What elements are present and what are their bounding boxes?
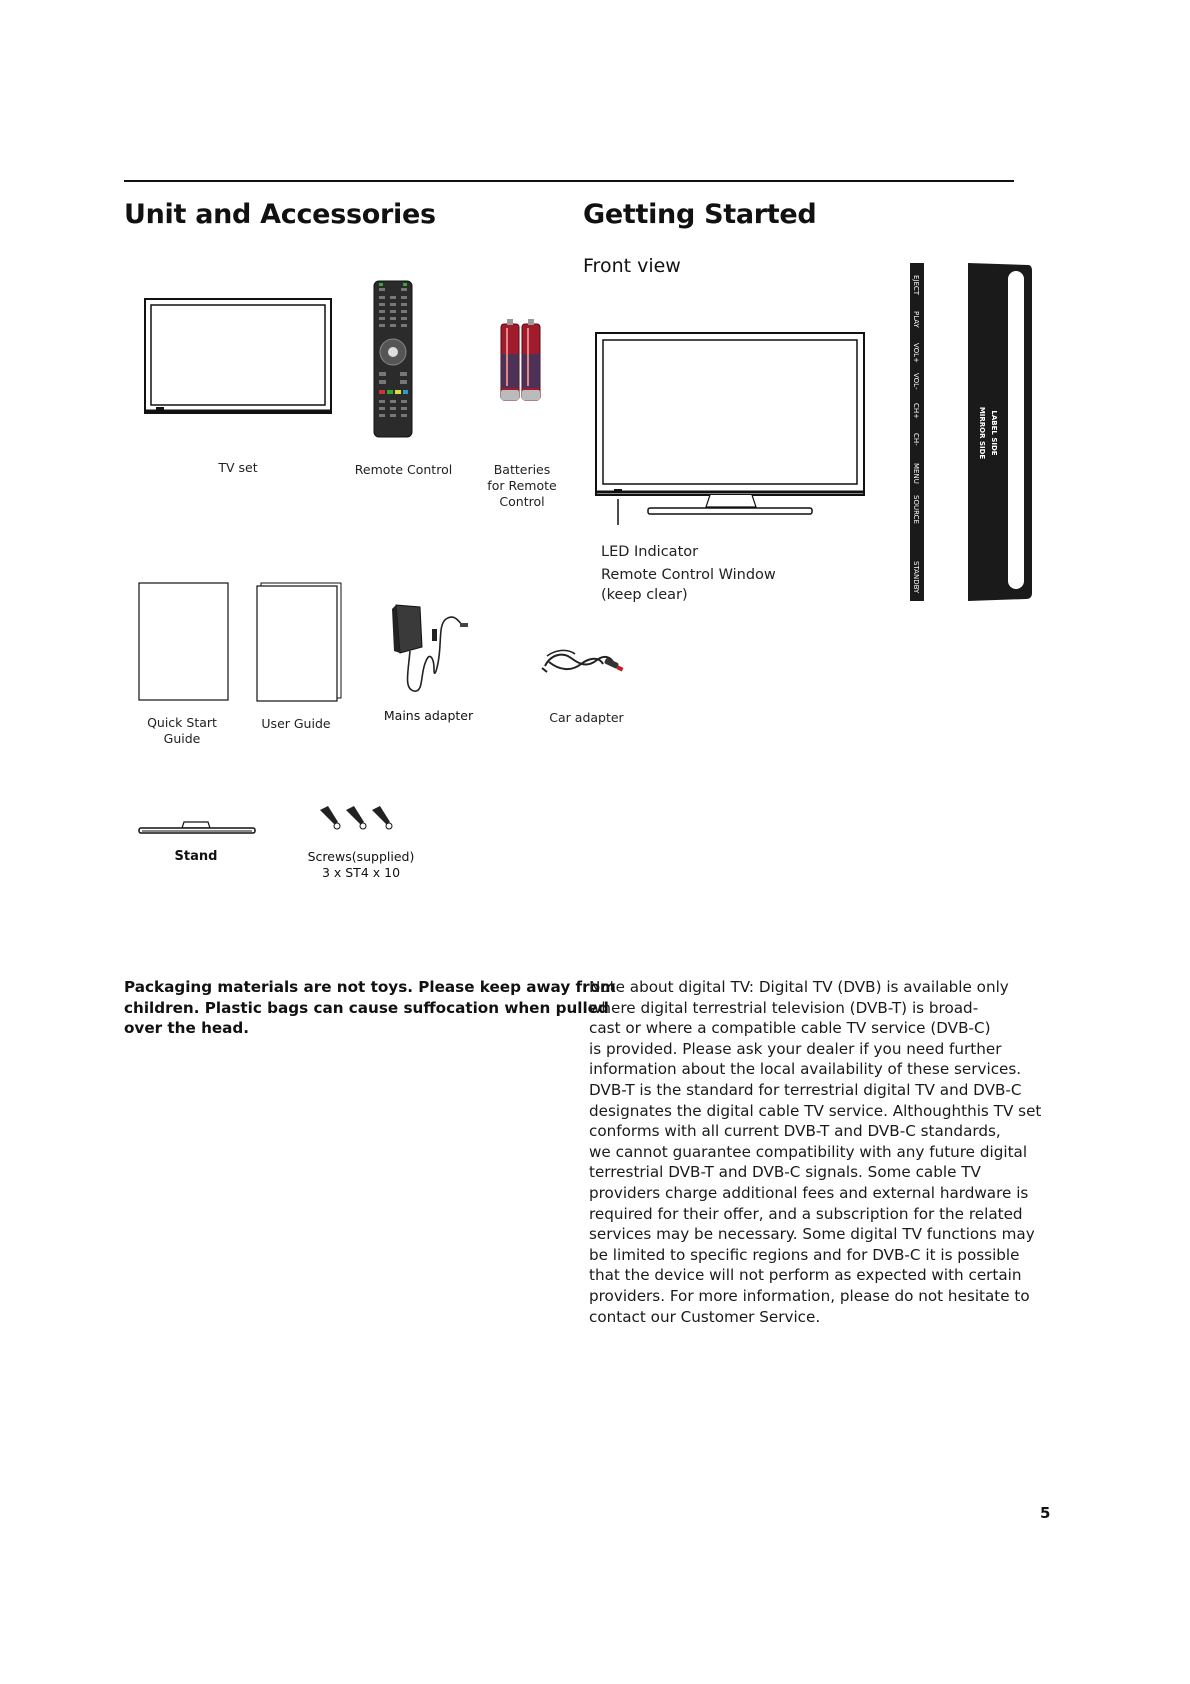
caption-tv-set: TV set (218, 460, 258, 475)
side-button-sourcelabel: SOURCE (912, 495, 920, 524)
front-view-tv-image (594, 331, 866, 525)
note-line: where digital terrestrial television (DVB-T) is broad- (589, 998, 979, 1017)
car-adapter-image (541, 642, 625, 678)
note-line: DVB-T is the standard for terrestrial digital TV and DVB-C (589, 1080, 1022, 1099)
note-line: that the device will not perform as expected with certain (589, 1266, 1022, 1285)
tv-set-image (144, 298, 332, 416)
note-line: Note about digital TV: Digital TV (DVB) is available only (589, 978, 1009, 996)
note-line: conforms with all current DVB-T and DVB-C standards, (589, 1122, 1001, 1141)
side-button-ch-label: CH- (912, 433, 920, 446)
note-line: required for their offer, and a subscription for the related (589, 1204, 1023, 1223)
remote-control-image (373, 280, 413, 438)
top-rule (124, 180, 1014, 182)
screw-2-icon (346, 806, 366, 829)
note-line: designates the digital cable TV service. Althoughthis TV set (589, 1101, 1042, 1120)
side-button-ejectlabel: EJECT (912, 275, 920, 296)
note-line: contact our Customer Service. (589, 1307, 821, 1326)
side-buttons-strip (910, 263, 924, 601)
led-indicator-icon (614, 489, 622, 492)
caption-screws: Screws(supplied) 3 x ST4 x 10 (307, 849, 415, 880)
page-number: 5 (1040, 1504, 1051, 1522)
side-button-standbylabel: STANDBY (912, 561, 920, 594)
label-side-text: LABEL SIDE (990, 410, 998, 456)
caption-batteries: Batteries for Remote Control (487, 462, 557, 509)
screw-3-icon (372, 806, 392, 829)
user-guide-image (256, 582, 342, 702)
heading-front-view: Front view (583, 255, 681, 277)
note-line: information about the local availability of these services. (589, 1060, 1022, 1079)
caption-remote-control: Remote Control (354, 462, 453, 477)
heading-unit-accessories: Unit and Accessories (124, 199, 436, 230)
note-line: services may be necessary. Some digital TV functions may (589, 1225, 1035, 1244)
caption-car-adapter: Car adapter (549, 710, 624, 725)
screw-1-icon (320, 806, 340, 829)
screws-image (320, 806, 398, 832)
caption-user-guide: User Guide (261, 716, 331, 731)
side-button-vol-label: VOL- (912, 373, 920, 390)
packaging-warning: Packaging materials are not toys. Please keep away from children. Plastic bags can cause suffocation when pulled over the head. (124, 978, 616, 1038)
mirror-side-text: MIRROR SIDE (978, 406, 986, 460)
note-line: providers. For more information, please do not hesitate to (589, 1286, 1030, 1305)
caption-mains-adapter: Mains adapter (383, 708, 474, 723)
stand-image (138, 820, 256, 836)
batteries-image (499, 318, 543, 404)
digital-tv-note (589, 977, 1041, 1327)
mains-adapter-image (390, 603, 470, 695)
side-label-panel (968, 263, 1034, 601)
heading-getting-started: Getting Started (583, 199, 817, 230)
note-line: providers charge additional fees and external hardware is (589, 1183, 1029, 1202)
side-button-ch-label: CH+ (912, 403, 920, 420)
label-led-indicator: LED Indicator (601, 544, 699, 560)
side-button-menulabel: MENU (912, 463, 920, 484)
label-remote-window: Remote Control Window (keep clear) (601, 567, 776, 603)
note-line: we cannot guarantee compatibility with any future digital (589, 1142, 1028, 1161)
note-line: is provided. Please ask your dealer if you need further (589, 1039, 1002, 1058)
side-button-vol-label: VOL+ (912, 343, 920, 363)
caption-stand: Stand (174, 849, 218, 864)
note-line: terrestrial DVB-T and DVB-C signals. Some cable TV (589, 1163, 981, 1182)
side-button-playlabel: PLAY (912, 311, 920, 328)
note-line: cast or where a compatible cable TV service (DVB-C) (589, 1019, 991, 1038)
quick-start-guide-image (138, 582, 230, 702)
caption-quick-start: Quick Start Guide (147, 715, 217, 746)
note-line: be limited to specific regions and for DVB-C it is possible (589, 1245, 1020, 1264)
